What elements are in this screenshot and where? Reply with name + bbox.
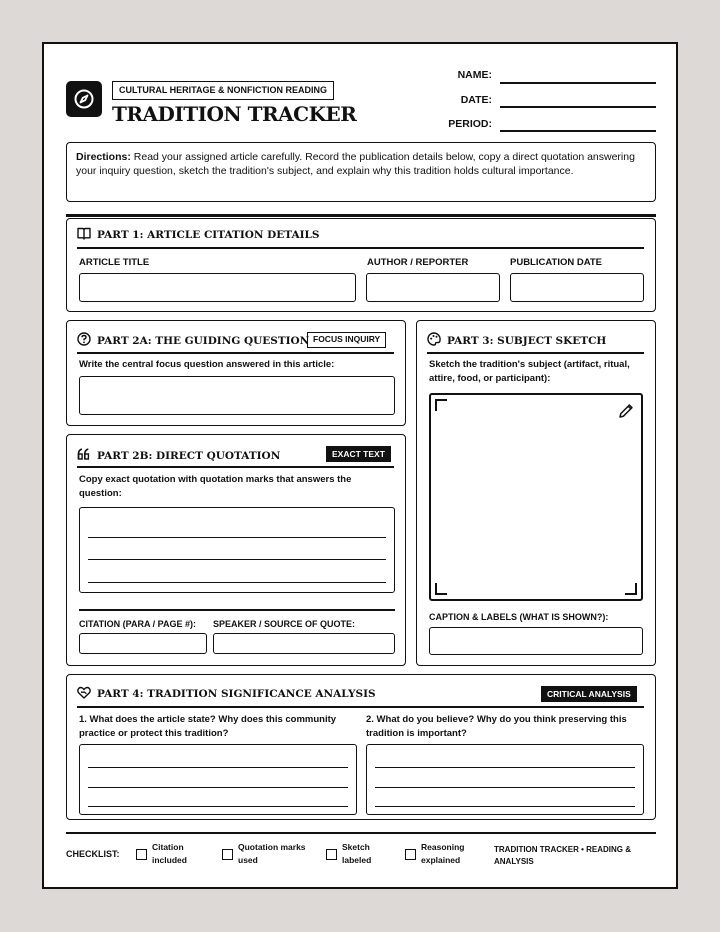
critical-analysis-badge: CRITICAL ANALYSIS bbox=[541, 686, 637, 702]
part2b-section bbox=[66, 434, 406, 666]
checklist-label: CHECKLIST: bbox=[66, 849, 120, 859]
part3-prompt: Sketch the tradition's subject (artifact, ritual, attire, food, or participant): bbox=[429, 359, 630, 384]
part2b-prompt: Copy exact quotation with quotation marks that answers the question: bbox=[79, 474, 352, 499]
writing-line bbox=[88, 559, 386, 560]
palette-icon bbox=[427, 332, 447, 349]
heart-hand-icon bbox=[77, 686, 97, 702]
exact-text-badge: EXACT TEXT bbox=[326, 446, 391, 462]
part3-section bbox=[416, 320, 656, 666]
part2a-prompt: Write the central focus question answered in this article: bbox=[79, 359, 335, 370]
footer-divider bbox=[66, 832, 656, 834]
writing-line bbox=[88, 537, 386, 538]
sketch-area[interactable] bbox=[429, 393, 643, 601]
name-field[interactable] bbox=[500, 82, 656, 84]
writing-line bbox=[375, 806, 635, 807]
worksheet-page bbox=[42, 42, 678, 889]
quotation-field[interactable] bbox=[79, 507, 395, 593]
checklist-item-reasoning[interactable]: Reasoning explained bbox=[405, 841, 481, 867]
article-title-label: ARTICLE TITLE bbox=[79, 257, 150, 268]
part4-section bbox=[66, 674, 656, 820]
speaker-label: SPEAKER / SOURCE OF QUOTE: bbox=[213, 619, 356, 629]
focus-inquiry-badge: FOCUS INQUIRY bbox=[307, 332, 386, 348]
writing-line bbox=[375, 787, 635, 788]
name-label: NAME: bbox=[457, 69, 492, 81]
part4-question-1: 1. What does the article state? Why does this community practice or protect this tradition? bbox=[79, 714, 337, 739]
directions-label: Directions: bbox=[76, 151, 131, 163]
guiding-question-field[interactable] bbox=[79, 376, 395, 415]
answer-1-field[interactable] bbox=[79, 744, 357, 815]
question-icon bbox=[77, 332, 97, 349]
quote-icon bbox=[77, 448, 97, 463]
part2b-separator bbox=[77, 466, 394, 468]
caption-field[interactable] bbox=[429, 627, 643, 655]
checklist-item-citation[interactable]: Citation included bbox=[136, 841, 212, 867]
part1-section bbox=[66, 218, 656, 312]
part1-separator bbox=[77, 247, 644, 249]
sketch-corner-marks bbox=[431, 395, 641, 599]
date-label: DATE: bbox=[460, 94, 492, 106]
part1-heading: PART 1: ARTICLE CITATION DETAILS bbox=[77, 227, 320, 243]
part3-heading: PART 3: SUBJECT SKETCH bbox=[427, 332, 606, 349]
compass-icon bbox=[66, 81, 102, 117]
author-label: AUTHOR / REPORTER bbox=[367, 257, 469, 268]
directions-text: Read your assigned article carefully. Record the publication details below, copy a direct quotation answering your inquiry question, sketch the tradition's subject, and explain why this tradition holds cultural importance. bbox=[76, 151, 635, 177]
checkbox[interactable] bbox=[136, 849, 147, 860]
checkbox[interactable] bbox=[326, 849, 337, 860]
part2a-section bbox=[66, 320, 406, 426]
book-icon bbox=[77, 227, 97, 243]
writing-line bbox=[375, 767, 635, 768]
part2a-heading: PART 2A: THE GUIDING QUESTION bbox=[77, 332, 309, 349]
part4-separator bbox=[77, 706, 644, 708]
part4-question-2: 2. What do you believe? Why do you think preserving this tradition is important? bbox=[366, 714, 627, 739]
part4-heading: PART 4: TRADITION SIGNIFICANCE ANALYSIS bbox=[77, 686, 376, 702]
footer-brand: TRADITION TRACKER • READING & ANALYSIS bbox=[494, 845, 632, 866]
writing-line bbox=[88, 767, 348, 768]
kicker-label: CULTURAL HERITAGE & NONFICTION READING bbox=[112, 81, 334, 100]
part3-separator bbox=[427, 352, 644, 354]
checkbox[interactable] bbox=[405, 849, 416, 860]
citation-label: CITATION (PARA / PAGE #): bbox=[79, 619, 196, 629]
pubdate-field[interactable] bbox=[510, 273, 644, 302]
writing-line bbox=[88, 582, 386, 583]
citation-field[interactable] bbox=[79, 633, 207, 654]
checklist-item-quotation[interactable]: Quotation marks used bbox=[222, 841, 318, 867]
period-label: PERIOD: bbox=[448, 118, 492, 130]
directions-box bbox=[66, 142, 656, 202]
article-title-field[interactable] bbox=[79, 273, 356, 302]
caption-label: CAPTION & LABELS (WHAT IS SHOWN?): bbox=[429, 612, 609, 622]
author-field[interactable] bbox=[366, 273, 500, 302]
pencil-icon bbox=[617, 402, 635, 425]
page-title: TRADITION TRACKER bbox=[112, 102, 357, 126]
pubdate-label: PUBLICATION DATE bbox=[510, 257, 603, 268]
writing-line bbox=[88, 787, 348, 788]
answer-2-field[interactable] bbox=[366, 744, 644, 815]
section-divider bbox=[66, 214, 656, 217]
part2b-lower-separator bbox=[79, 609, 395, 611]
checklist-item-sketch[interactable]: Sketch labeled bbox=[326, 841, 390, 867]
period-field[interactable] bbox=[500, 130, 656, 132]
part2a-separator bbox=[77, 352, 394, 354]
checkbox[interactable] bbox=[222, 849, 233, 860]
writing-line bbox=[88, 806, 348, 807]
date-field[interactable] bbox=[500, 106, 656, 108]
speaker-field[interactable] bbox=[213, 633, 395, 654]
part2b-heading: PART 2B: DIRECT QUOTATION bbox=[77, 448, 280, 463]
